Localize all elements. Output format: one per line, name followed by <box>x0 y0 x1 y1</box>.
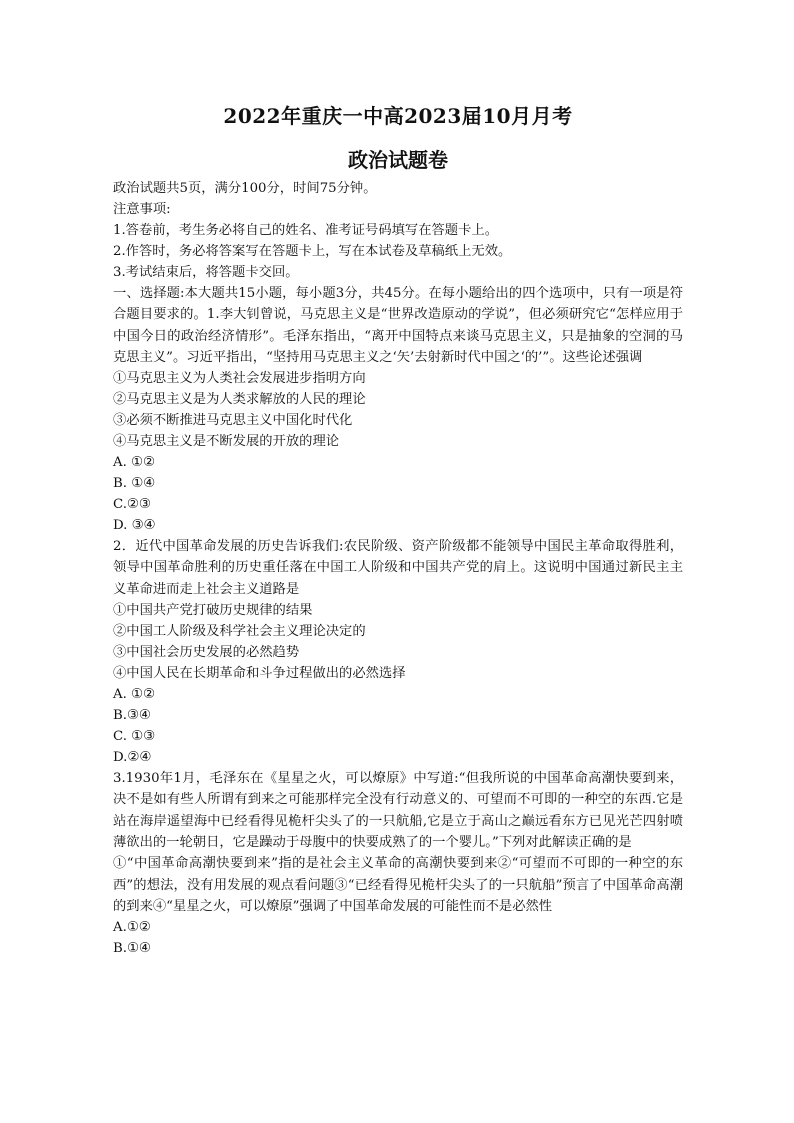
exam-page <box>113 96 683 959</box>
notice-item: 2.作答时，务必将答案写在答题卡上，写在本试卷及草稿纸上无效。 <box>113 244 512 259</box>
q2-option-a: A. ①② <box>113 687 155 703</box>
q2-statement: ④中国人民在长期革命和斗争过程做出的必然选择 <box>113 666 406 682</box>
exam-info: 政治试题共5页，满分100分，时间75分钟。 <box>113 181 377 196</box>
q2-statement: ①中国共产党打破历史规律的结果 <box>113 603 313 619</box>
q1-statement: ②马克思主义是为人类求解放的人民的理论 <box>113 392 366 408</box>
q2-option-c: C. ①③ <box>113 729 155 745</box>
q2-option-d: D.②④ <box>113 750 152 766</box>
q1-option-c: C.②③ <box>113 497 151 513</box>
q1-option-d: D. ③④ <box>113 518 156 534</box>
q1-statement: ①马克思主义为人类社会发展进步指明方向 <box>113 371 366 387</box>
q3-option-b: B.①④ <box>113 941 151 957</box>
q2-stem: 2．近代中国革命发展的历史告诉我们:农民阶级、资产阶级都不能领导中国民主革命取得胜利，领导中国革命胜利的历史重任落在中国工人阶级和中国共产党的肩上。这说明中国通过新民主主义革命进而走上社会主义道路是 <box>113 539 683 597</box>
notice-item: 3.考试结束后，将答题卡交回。 <box>113 265 299 280</box>
page-subtitle: 政治试题卷 <box>348 148 448 172</box>
q1-option-b: B. ①④ <box>113 476 156 492</box>
q3-stem: 3.1930年1月，毛泽东在《星星之火，可以燎原》中写道:“但我所说的中国革命高潮快要到来，决不是如有些人所谓有到来之可能那样完全没有行动意义的、可望而不可即的一种空的东西.它是站在海岸遥望海中已经看得见桅杆尖头了的一只航船,它是立于高山之巅远看东方已见光芒四射喷薄欲出的一轮朝日，它是躁动于母腹中的快要成熟了的一个婴儿。”下列对此解读正确的是 <box>113 771 683 850</box>
page-title: 2022年重庆一中高2023届10月月考 <box>223 104 573 128</box>
q2-statement: ③中国社会历史发展的必然趋势 <box>113 645 300 661</box>
notice-heading: 注意事项: <box>113 202 171 217</box>
notice-item: 1.答卷前，考生务必将自己的姓名、准考证号码填写在答题卡上。 <box>113 223 498 238</box>
q2-statement: ②中国工人阶级及科学社会主义理论决定的 <box>113 624 366 640</box>
q1-option-a: A. ①② <box>113 455 155 471</box>
q3-option-a: A.①② <box>113 920 151 936</box>
q2-option-b: B.③④ <box>113 708 151 724</box>
q1-statement: ④马克思主义是不断发展的开放的理论 <box>113 434 340 450</box>
q1-statement: ③必须不断推进马克思主义中国化时代化 <box>113 413 353 429</box>
q3-statements: ①“中国革命高潮快要到来”指的是社会主义革命的高潮快要到来②“可望而不可即的一种空的东西”的想法，没有用发展的观点看问题③“已经看得见桅杆尖头了的一只航船”预言了中国革命高潮的到来④“星星之火，可以燎原”强调了中国革命发展的可能性而不是必然性 <box>113 856 683 914</box>
section-heading-q1-stem: 一、选择题:本大题共15小题，每小题3分，共45分。在每小题给出的四个选项中，只有一项是符合题目要求的。1.李大钊曾说，马克思主义是“世界改造原动的学说”，但必须研究它“怎样应用于中国今日的政治经济情形”。毛泽东指出，“离开中国特点来谈马克思主义，只是抽象的空洞的马克思主义”。习近平指出，“坚持用马克思主义之‘矢’去射新时代中国之‘的’”。这些论述强调 <box>113 286 683 365</box>
